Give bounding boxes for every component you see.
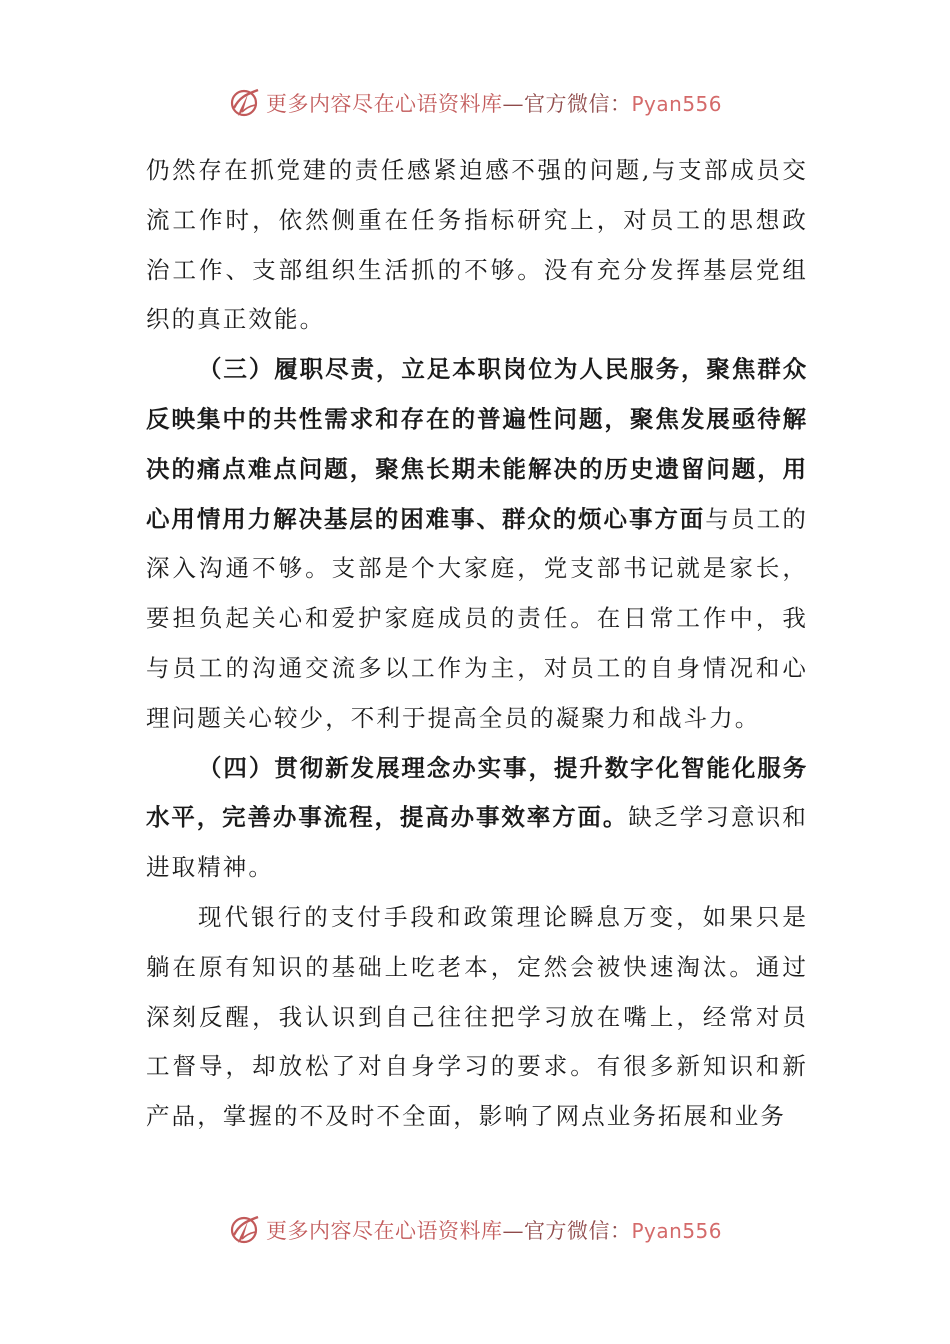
banner-text: 更多内容尽在心语资料库—官方微信：Pyan556 [265,92,722,116]
header-banner [0,81,950,125]
paragraph-1: 仍然存在抓党建的责任感紧迫感不强的问题,与支部成员交流工作时，依然侧重在任务指标研究上，对员工的思想政治工作、支部组织生活抓的不够。没有充分发挥基层党组织的真正效能。 [146,156,808,334]
paragraph-4: 现代银行的支付手段和政策理论瞬息万变，如果只是躺在原有知识的基础上吃老本，定然会被快速淘汰。通过深刻反醒，我认识到自己往往把学习放在嘴上，经常对员工督导，却放松了对自身学习的要求。有很多新知识和新产品，掌握的不及时不全面，影响了网点业务拓展和业务 [146,902,808,1131]
banner-text: 更多内容尽在心语资料库—官方微信：Pyan556 [265,1219,722,1243]
section-heading-3: （三）履职尽责，立足本职岗位为人民服务，聚焦群众反映集中的共性需求和存在的普遍性问题，聚焦发展亟待解决的痛点难点问题，聚焦长期未能解决的历史遗留问题，用心用情用力解决基层的困难事、群众的烦心事方面 [146,355,808,533]
pen-logo-icon [228,1213,262,1247]
document-body [146,146,808,1142]
footer-banner [0,1208,950,1252]
paragraph-3-text: 缺乏学习意识和进取精神。 [146,803,808,882]
paragraph-2 [146,345,808,743]
pen-logo-icon [228,86,262,120]
paragraph-3 [146,744,808,893]
paragraph-2-text: 与员工的深入沟通不够。支部是个大家庭，党支部书记就是家长，要担负起关心和爱护家庭成员的责任。在日常工作中，我与员工的沟通交流多以工作为主，对员工的自身情况和心理问题关心较少，不利于提高全员的凝聚力和战斗力。 [146,504,808,732]
section-heading-4: （四）贯彻新发展理念办实事，提升数字化智能化服务水平，完善办事流程，提高办事效率方面。 [146,753,808,832]
